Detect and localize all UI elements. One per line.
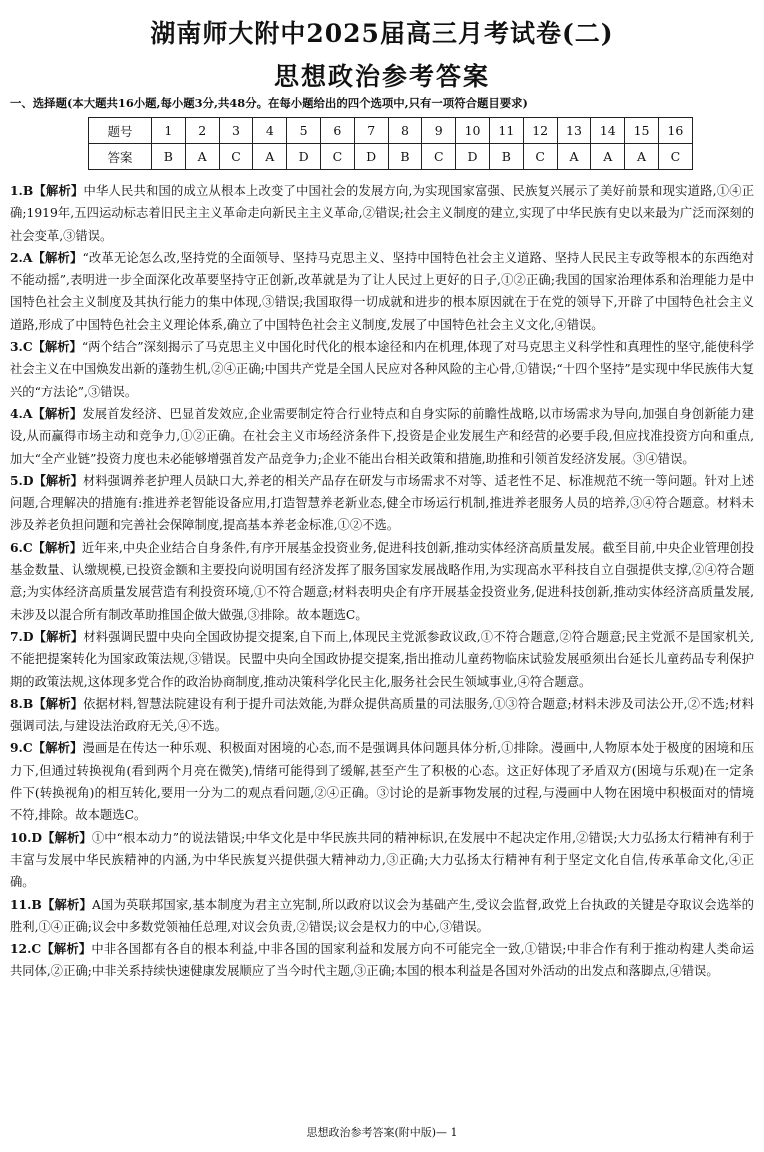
item-text: 材料强调养老护理人员缺口大,养老的相关产品存在研发与市场需求不对等、适老性不足、标准规范不统一等问题。针对上述问题,合理解决的措施有:推进养老智能设备应用,打造智慧养老新业态,健全市场运行机制,推进养老服务人员的培养,③④符合题意。材料未涉及养老负担问题和完善社会保障制度,提高基本养老金标准,①②不选。 <box>10 473 754 533</box>
item-number: 1.B <box>10 183 34 198</box>
item-text: 近年来,中央企业结合自身条件,有序开展基金投资业务,促进科技创新,推动实体经济高质量发展。截至目前,中央企业管理创投基金数量、认缴规模,已投资金额和主要投向说明国有经济发挥了服务国家发展战略作用,为实现高水平科技自立自强提供支撑,②④符合题意;为实体经济高质量发展营造有利投资环境,①不符合题意;材料表明央企有序开展基金投资业务,促进科技创新,推动实体经济高质量发展,未涉及以混合所有制改革助推国企做大做强,③排除。故本题选C。 <box>10 540 754 622</box>
question-number: 2 <box>185 118 219 144</box>
answer-cell: D <box>456 144 490 170</box>
question-number: 16 <box>658 118 692 144</box>
analysis-tag: 【解析】 <box>41 896 92 912</box>
item-number: 6.C <box>10 539 33 555</box>
item-text: 漫画是在传达一种乐观、积极面对困境的心态,而不是强调具体问题具体分析,①排除。漫画中,人物原本处于极度的困境和压力下,但通过转换视角(看到两个月亮在微笑),情绪可能得到了缓解,甚至产生了积极的心态。这正好体现了矛盾双方(困境与乐观)在一定条件下(转换视角)的相互转化,要用一分为二的观点看问题,②④正确。③讨论的是新事物发展的过程,与漫画中人物在困境中积极面对的情境不符,排除。故本题选C。 <box>10 741 754 823</box>
answer-cell: B <box>388 144 422 170</box>
item-text: “两个结合”深刻揭示了马克思主义中国化时代化的根本途径和内在机理,体现了对马克思主义科学性和真理性的坚守,能使科学社会主义在中国焕发出新的蓬勃生机,②④正确;中国共产党是全国人民应对各种风险的主心骨,①错误;“十四个坚持”是实现中华民族伟大复兴的“方法论”,③错误。 <box>10 340 754 399</box>
question-number: 11 <box>489 118 523 144</box>
item-text: ①中“根本动力”的说法错误;中华文化是中华民族共同的精神标识,在发展中不起决定作用,②错误;大力弘扬太行精神有利于丰富与发展中华民族精神的内涵,为中华民族复兴提供强大精神动力,③正确;大力弘扬太行精神有利于坚定文化自信,传承革命文化,④正确。 <box>10 830 754 890</box>
answer-cell: A <box>557 144 591 170</box>
question-number: 12 <box>523 118 557 144</box>
analysis-tag: 【解析】 <box>32 339 82 355</box>
answer-cell: A <box>591 144 625 170</box>
answer-cell: C <box>219 144 253 170</box>
item-number: 5.D <box>10 472 34 488</box>
analysis-tag: 【解析】 <box>41 941 92 957</box>
answer-cell: A <box>253 144 287 170</box>
question-number: 6 <box>320 118 354 144</box>
answer-subtitle: 思想政治参考答案 <box>273 62 490 91</box>
item-text: A国为英联邦国家,基本制度为君主立宪制,所以政府以议会为基础产生,受议会监督,政党上台执政的关键是夺取议会选举的胜利,①④正确;议会中多数党领袖任总理,对议会负责,②错误;议会是权力的中心,③错误。 <box>10 897 754 934</box>
question-number: 1 <box>152 118 186 144</box>
answer-cell: C <box>523 144 557 170</box>
question-number: 8 <box>388 118 422 144</box>
page-footer: 思想政治参考答案(附中版)— 1 <box>306 1126 458 1139</box>
analysis-tag: 【解析】 <box>33 472 83 488</box>
analysis-tag: 【解析】 <box>33 183 84 198</box>
exam-title: 湖南师大附中2025届高三月考试卷(二) <box>150 19 614 48</box>
analysis-tag: 【解析】 <box>33 695 84 711</box>
analysis-tag: 【解析】 <box>42 829 92 845</box>
explanation-item-12 <box>10 938 754 983</box>
item-number: 12.C <box>10 941 42 957</box>
item-number: 11.B <box>10 896 42 912</box>
answer-cell: C <box>658 144 692 170</box>
explanation-list <box>10 180 754 983</box>
analysis-tag: 【解析】 <box>32 539 82 555</box>
analysis-tag: 【解析】 <box>32 249 83 265</box>
question-number: 3 <box>219 118 253 144</box>
explanation-item-1 <box>10 180 754 247</box>
explanation-item-9 <box>10 737 754 826</box>
answer-cell: A <box>625 144 659 170</box>
explanation-item-5 <box>10 470 754 537</box>
item-number: 9.C <box>10 740 33 756</box>
answer-row <box>89 144 693 170</box>
item-number: 3.C <box>10 339 33 355</box>
explanation-item-4 <box>10 403 754 470</box>
item-number: 2.A <box>10 249 33 265</box>
question-number: 9 <box>422 118 456 144</box>
question-number: 5 <box>287 118 321 144</box>
item-text: 发展首发经济、巴显首发效应,企业需要制定符合行业特点和自身实际的前瞻性战略,以市场需求为导向,加强自身创新能力建设,从而赢得市场主动和竞争力,①②正确。在社会主义市场经济条件下,投资是企业发展生产和经营的必要手段,但应找准投资方向和重点,加大“全产业链”投资力度也未必能够增强首发产品竞争力;企业不能出台相关政策和措施,助推和引领首发经济发展。③④错误。 <box>10 406 754 466</box>
question-number: 4 <box>253 118 287 144</box>
answer-cell: B <box>152 144 186 170</box>
question-number-row <box>89 118 693 144</box>
explanation-item-6 <box>10 537 754 626</box>
item-text: “改革无论怎么改,坚持党的全面领导、坚持马克思主义、坚持中国特色社会主义道路、坚持人民民主专政等根本的东西绝对不能动摇”,表明进一步全面深化改革要坚持守正创新,改革就是为了让人民过上更好的日子,①②正确;我国的国家治理体系和治理能力是中国特色社会主义制度及其执行能力的集中体现,③错误;我国取得一切成就和进步的根本原因就在于在党的领导下,开辟了中国特色社会主义道路,形成了中国特色社会主义理论体系,确立了中国特色社会主义制度,发展了中国特色社会主义文化,④错误。 <box>10 250 754 332</box>
answer-cell: B <box>489 144 523 170</box>
explanation-item-7 <box>10 626 754 693</box>
section-heading: 一、选择题(本大题共16小题,每小题3分,共48分。在每小题给出的四个选项中,只有一项符合题目要求) <box>10 96 528 110</box>
item-number: 4.A <box>10 405 33 421</box>
explanation-item-8 <box>10 693 754 738</box>
item-number: 10.D <box>10 829 43 845</box>
answer-cell: C <box>422 144 456 170</box>
answer-cell: D <box>287 144 321 170</box>
answer-table <box>88 117 693 170</box>
item-text: 中华人民共和国的成立从根本上改变了中国社会的发展方向,为实现国家富强、民族复兴展示了美好前景和现实道路,①④正确;1919年,五四运动标志着旧民主主义革命走向新民主主义革命,②错误;社会主义制度的建立,实现了中华民族有史以来最为广泛而深刻的社会变革,③错误。 <box>10 184 754 243</box>
question-number: 14 <box>591 118 625 144</box>
row-label-answer: 答案 <box>89 144 152 170</box>
analysis-tag: 【解析】 <box>32 405 83 421</box>
explanation-item-3 <box>10 336 754 403</box>
question-number: 15 <box>625 118 659 144</box>
answer-cell: A <box>185 144 219 170</box>
question-number: 10 <box>456 118 490 144</box>
question-number: 13 <box>557 118 591 144</box>
analysis-tag: 【解析】 <box>32 740 83 756</box>
item-text: 依据材料,智慧法院建设有利于提升司法效能,为群众提供高质量的司法服务,①③符合题意;材料未涉及司法公开,②不选;材料强调司法,与建设法治政府无关,④不选。 <box>10 696 754 734</box>
explanation-item-10 <box>10 827 754 894</box>
answer-cell: C <box>320 144 354 170</box>
explanation-item-11 <box>10 894 754 939</box>
analysis-tag: 【解析】 <box>33 628 84 644</box>
item-text: 材料强调民盟中央向全国政协提交提案,自下而上,体现民主党派参政议政,①不符合题意,②符合题意;民主党派不是国家机关,不能把提案转化为国家政策法规,③错误。民盟中央向全国政协提交提案,指出推动儿童药物临床试验发展亟须出台延长儿童药品专利保护期的政策法规,这体现多党合作的政治协商制度,推动决策科学化民主化,服务社会民生领域事业,④符合题意。 <box>10 629 754 689</box>
item-number: 8.B <box>10 695 34 711</box>
explanation-item-2 <box>10 247 754 336</box>
item-text: 中非各国都有各自的根本利益,中非各国的国家利益和发展方向不可能完全一致,①错误;中非合作有利于推动构建人类命运共同体,②正确;中非关系持续快速健康发展顺应了当今时代主题,③正确;本国的根本利益是各国对外活动的出发点和落脚点,④错误。 <box>10 942 754 979</box>
question-number: 7 <box>354 118 388 144</box>
item-number: 7.D <box>10 628 34 644</box>
answer-cell: D <box>354 144 388 170</box>
row-label-number: 题号 <box>89 118 152 144</box>
